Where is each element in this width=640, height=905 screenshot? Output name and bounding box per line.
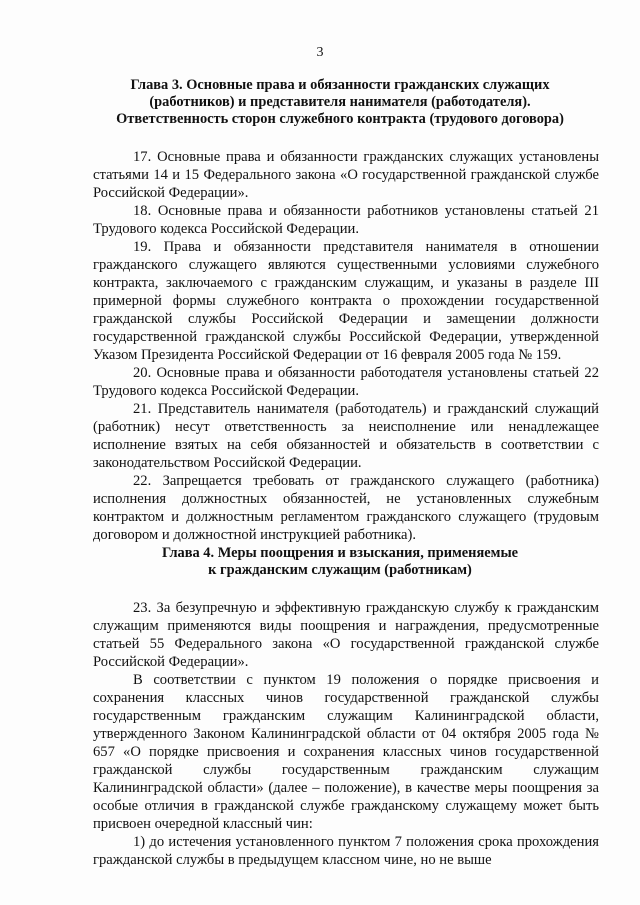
paragraph-19: 19. Права и обязанности представителя нанимателя в отношении гражданского служащего являются существенными условиями служебного контракта, заключаемого с гражданским служащим, и указаны в разделе III примерной формы служебного контракта о прохождении государственной гражданской службы Российской Федерации и замещении должности государственной гражданской службы Российской Федерации, утвержденной Указом Президента Российской Федерации от 16 февраля 2005 года № 159.	[93, 239, 599, 363]
chapter-3-heading-line-2: (работников) и представителя нанимателя (работодателя).	[149, 94, 531, 110]
paragraph-22: 22. Запрещается требовать от гражданского служащего (работника) исполнения должностных обязанностей, не установленных служебным контрактом и должностным регламентом гражданского служащего (трудовым договором и должностной инструкцией работника).	[93, 473, 599, 543]
chapter-3-body	[93, 148, 599, 544]
chapter-4-heading	[100, 545, 580, 579]
paragraph-18: 18. Основные права и обязанности работников установлены статьей 21 Трудового кодекса Российской Федерации.	[93, 203, 599, 237]
chapter-3-heading	[100, 77, 580, 128]
chapter-4-body	[93, 599, 599, 869]
chapter-4-heading-line-2: к гражданским служащим (работникам)	[208, 562, 472, 578]
paragraph-17: 17. Основные права и обязанности гражданских служащих установлены статьями 14 и 15 Федерального закона «О государственной гражданской службе Российской Федерации».	[93, 149, 599, 201]
paragraph-21: 21. Представитель нанимателя (работодатель) и гражданский служащий (работник) несут ответственность за неисполнение или ненадлежащее исполнение взятых на себя обязанностей и обязательств в соответствии с законодательством Российской Федерации.	[93, 401, 599, 471]
chapter-3-heading-line-1: Глава 3. Основные права и обязанности гражданских служащих	[130, 77, 550, 93]
chapter-4-heading-line-1: Глава 4. Меры поощрения и взыскания, применяемые	[161, 545, 519, 561]
page-number: 3	[316, 45, 324, 60]
paragraph-class-rank: В соответствии с пунктом 19 положения о порядке присвоения и сохранения классных чинов государственной гражданской службы государственным гражданским служащим Калининградской области, утвержденного Законом Калининградской области от 04 октября 2005 года № 657 «О порядке присвоения и сохранения классных чинов государственной гражданской службы государственным гражданским служащим Калининградской области» (далее – положение), в качестве меры поощрения за особые отличия в гражданской службе гражданскому служащему может быть присвоен очередной классный чин:	[93, 672, 599, 832]
paragraph-23: 23. За безупречную и эффективную гражданскую службу к гражданским служащим применяются виды поощрения и награждения, предусмотренные статьей 55 Федерального закона «О государственной гражданской службе Российской Федерации».	[93, 600, 599, 670]
paragraph-20: 20. Основные права и обязанности работодателя установлены статьей 22 Трудового кодекса Российской Федерации.	[93, 365, 599, 399]
chapter-3-heading-line-3: Ответственность сторон служебного контракта (трудового договора)	[116, 111, 564, 127]
paragraph-item-1: 1) до истечения установленного пунктом 7 положения срока прохождения гражданской службы в предыдущем классном чине, но не выше	[93, 834, 599, 868]
